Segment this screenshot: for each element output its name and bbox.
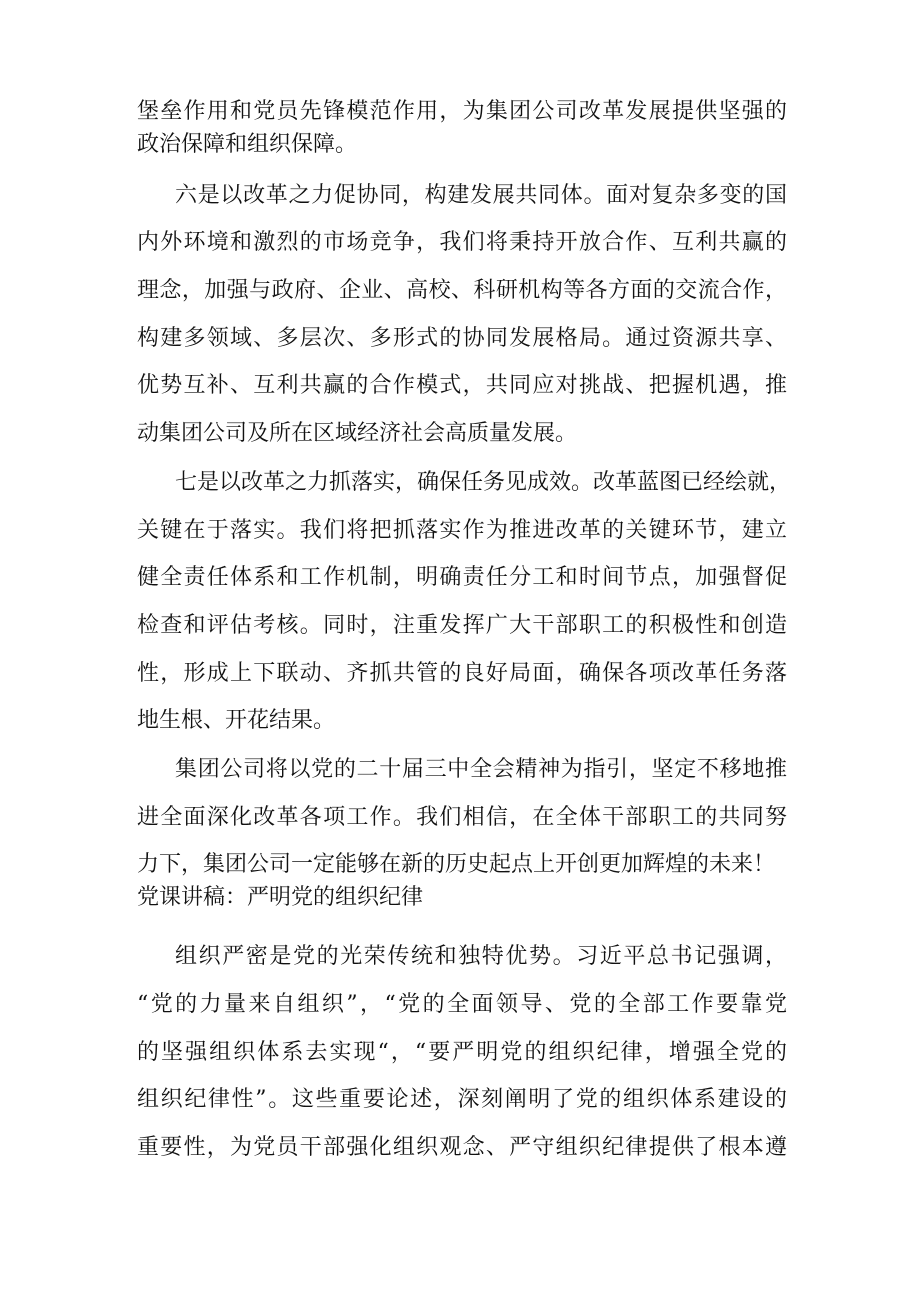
text-line: 理念，加强与政府、企业、高校、科研机构等各方面的交流合作， xyxy=(137,278,787,303)
text-line: 力下，集团公司一定能够在新的历史起点上开创更加辉煌的未来！ xyxy=(137,852,776,877)
text-line: 进全面深化改革各项工作。我们相信，在全体干部职工的共同努 xyxy=(137,805,787,830)
text-line: 组织严密是党的光荣传统和独特优势。习近平总书记强调， xyxy=(175,944,787,969)
text-line: 内外环境和激烈的市场竞争，我们将秉持开放合作、互利共赢的 xyxy=(137,230,787,255)
text-line: 集团公司将以党的二十届三中全会精神为指引，坚定不移地推 xyxy=(175,757,787,782)
text-line: 六是以改革之力促协同，构建发展共同体。面对复杂多变的国 xyxy=(175,183,787,208)
text-line: 健全责任体系和工作机制，明确责任分工和时间节点，加强督促 xyxy=(137,565,787,590)
text-line: 关键在于落实。我们将把抓落实作为推进改革的关键环节，建立 xyxy=(137,518,787,543)
text-line: 堡垒作用和党员先锋模范作用，为集团公司改革发展提供坚强的 xyxy=(137,99,787,124)
text-line: 七是以改革之力抓落实，确保任务见成效。改革蓝图已经绘就， xyxy=(175,470,792,495)
text-line: 政治保障和组织保障。 xyxy=(137,132,358,157)
text-line: 构建多领域、多层次、多形式的协同发展格局。通过资源共享、 xyxy=(137,326,787,351)
text-line: 动集团公司及所在区域经济社会高质量发展。 xyxy=(137,421,578,446)
text-line: 性，形成上下联动、齐抓共管的良好局面，确保各项改革任务落 xyxy=(137,661,787,686)
text-line: 地生根、开花结果。 xyxy=(137,708,336,733)
text-line: 重要性，为党员干部强化组织观念、严守组织纪律提供了根本遵 xyxy=(137,1135,787,1160)
text-line: 的坚强组织体系去实现“，“要严明党的组织纪律，增强全党的 xyxy=(137,1040,787,1065)
text-line: “党的力量来自组织”，“党的全面领导、党的全部工作要靠党 xyxy=(137,992,787,1017)
text-line: 优势互补、互利共赢的合作模式，共同应对挑战、把握机遇，推 xyxy=(137,373,787,398)
section-title: 党课讲稿：严明党的组织纪律 xyxy=(137,885,424,910)
text-line: 组织纪律性”。这些重要论述，深刻阐明了党的组织体系建设的 xyxy=(137,1087,787,1112)
text-line: 检查和评估考核。同时，注重发挥广大干部职工的积极性和创造 xyxy=(137,613,787,638)
